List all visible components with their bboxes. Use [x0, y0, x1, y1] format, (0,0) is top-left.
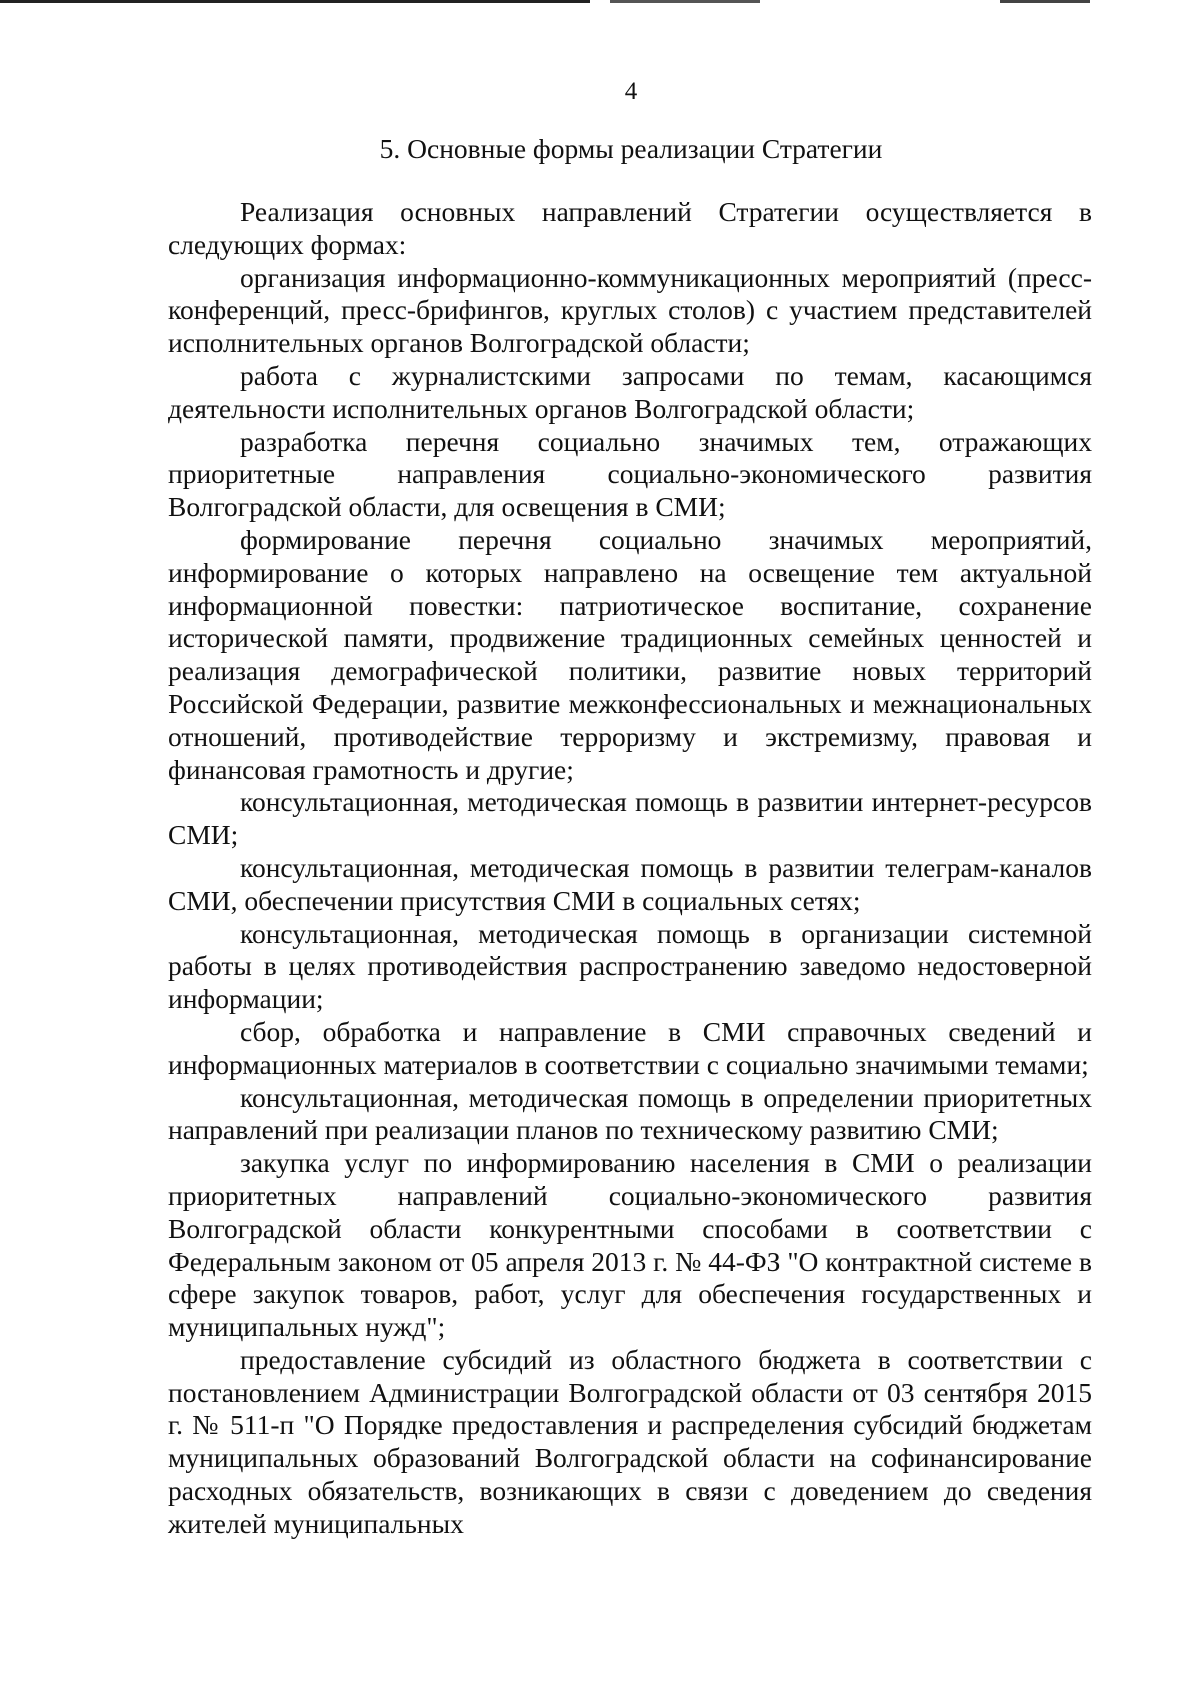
list-item-technical-development: консультационная, методическая помощь в определении приоритетных направлений при реализации планов по техническому развитию СМИ;: [168, 1081, 1092, 1146]
list-item-reference-info: сбор, обработка и направление в СМИ справочных сведений и информационных материалов в соответствии с социально значимыми темами;: [168, 1015, 1092, 1080]
scan-edge-line: [0, 0, 1200, 3]
paragraph-intro: Реализация основных направлений Стратегии осуществляется в следующих формах:: [168, 196, 1092, 260]
list-item-telegram-channels: консультационная, методическая помощь в развитии телеграм-каналов СМИ, обеспечении присутствия СМИ в социальных сетях;: [168, 851, 1092, 916]
page-number: 4: [624, 78, 638, 105]
list-item-events-list: формирование перечня социально значимых мероприятий, информирование о которых направлено на освещение тем актуальной информационной повестки: патриотическое воспитание, сохранение исторической памяти, продвижение традиционных семейных ценностей и реализация демографической политики, развитие новых территорий Российской Федерации, развитие межконфессиональных и межнациональных отношений, противодействие терроризму и экстремизму, правовая и финансовая грамотность и другие;: [168, 523, 1092, 785]
list-item-subsidies: предоставление субсидий из областного бюджета в соответствии с постановлением Администрации Волгоградской области от 03 сентября 2015 г. № 511-п "О Порядке предоставления и распределения субсидий бюджетам муниципальных образований Волгоградской области на софинансирование расходных обязательств, возникающих в связи с доведением до сведения жителей муниципальных: [168, 1343, 1092, 1539]
section-title: 5. Основные формы реализации Стратегии: [379, 133, 883, 164]
list-item-info-events: организация информационно-коммуникационных мероприятий (пресс-конференций, пресс-брифингов, круглых столов) с участием представителей исполнительных органов Волгоградской области;: [168, 261, 1092, 359]
list-item-internet-resources: консультационная, методическая помощь в развитии интернет-ресурсов СМИ;: [168, 786, 1092, 851]
list-item-procurement: закупка услуг по информированию населения в СМИ о реализации приоритетных направлений социально-экономического развития Волгоградской области конкурентными способами в соответствии с Федеральным законом от 05 апреля 2013 г. № 44-ФЗ "О контрактной системе в сфере закупок товаров, работ, услуг для обеспечения государственных и муниципальных нужд";: [168, 1147, 1092, 1343]
list-item-disinformation: консультационная, методическая помощь в организации системной работы в целях противодействия распространению заведомо недостоверной информации;: [168, 917, 1092, 1015]
list-item-journalist-requests: работа с журналистскими запросами по темам, касающимся деятельности исполнительных органов Волгоградской области;: [168, 359, 1092, 424]
document-body: [168, 196, 1092, 1541]
list-item-topics-list: разработка перечня социально значимых тем, отражающих приоритетные направления социально-экономического развития Волгоградской области, для освещения в СМИ;: [168, 425, 1092, 523]
